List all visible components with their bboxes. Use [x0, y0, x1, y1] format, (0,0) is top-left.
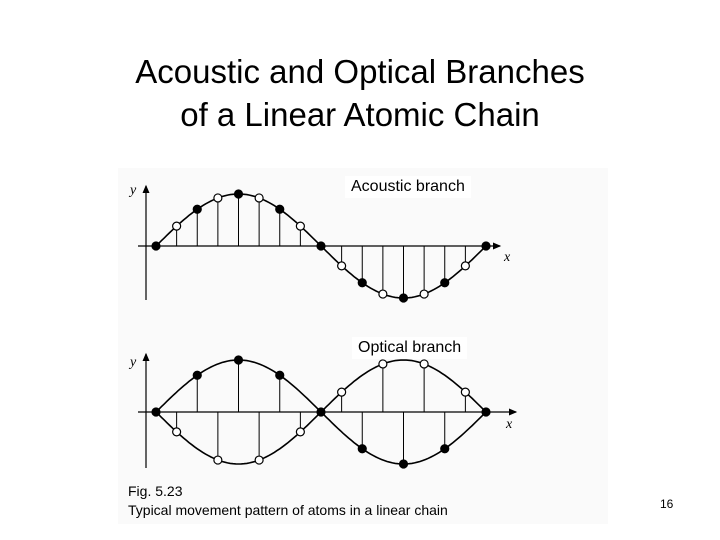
slide-title — [0, 50, 720, 136]
caption-line-2: Typical movement pattern of atoms in a linear chain — [128, 502, 448, 518]
acoustic-atom-filled — [152, 242, 160, 250]
acoustic-branch-label: Acoustic branch — [345, 176, 471, 198]
acoustic-atom-open — [379, 290, 387, 298]
acoustic-atom-filled — [400, 294, 408, 302]
acoustic-atom-open — [214, 194, 222, 202]
acoustic-diagram — [128, 183, 511, 302]
optical-diagram — [128, 354, 516, 468]
optical-atom-filled — [358, 445, 366, 453]
optical-atom-filled — [400, 460, 408, 468]
optical-atom-open — [173, 428, 181, 436]
optical-y-label: y — [130, 355, 137, 370]
optical-atom-filled — [482, 408, 490, 416]
acoustic-atom-open — [461, 262, 469, 270]
optical-atom-open — [461, 388, 469, 396]
acoustic-atom-filled — [235, 190, 243, 198]
acoustic-atom-filled — [317, 242, 325, 250]
acoustic-atom-filled — [482, 242, 490, 250]
acoustic-atom-filled — [441, 279, 449, 287]
acoustic-atom-filled — [193, 205, 201, 213]
title-line-1: Acoustic and Optical Branches — [135, 53, 585, 90]
acoustic-x-label: x — [504, 250, 511, 265]
optical-atom-filled — [193, 371, 201, 379]
acoustic-atom-open — [420, 290, 428, 298]
caption-line-1: Fig. 5.23 — [128, 483, 183, 499]
optical-x-label: x — [506, 417, 513, 432]
optical-atom-open — [214, 456, 222, 464]
optical-atom-open — [255, 456, 263, 464]
optical-atom-filled — [235, 356, 243, 364]
optical-atom-open — [338, 388, 346, 396]
title-line-2: of a Linear Atomic Chain — [180, 96, 540, 133]
optical-atom-filled — [441, 445, 449, 453]
optical-atom-filled — [317, 408, 325, 416]
acoustic-atom-filled — [358, 279, 366, 287]
optical-atom-open — [379, 360, 387, 368]
figure-caption — [128, 482, 448, 520]
optical-atom-filled — [152, 408, 160, 416]
optical-branch-label: Optical branch — [352, 337, 467, 359]
acoustic-atom-open — [296, 222, 304, 230]
acoustic-atom-open — [338, 262, 346, 270]
acoustic-atom-open — [173, 222, 181, 230]
figure-panel — [118, 168, 608, 524]
acoustic-atom-filled — [276, 205, 284, 213]
optical-atom-open — [420, 360, 428, 368]
acoustic-y-label: y — [130, 183, 137, 198]
optical-atom-filled — [276, 371, 284, 379]
acoustic-atom-open — [255, 194, 263, 202]
optical-atom-open — [296, 428, 304, 436]
slide-number: 16 — [660, 497, 674, 511]
